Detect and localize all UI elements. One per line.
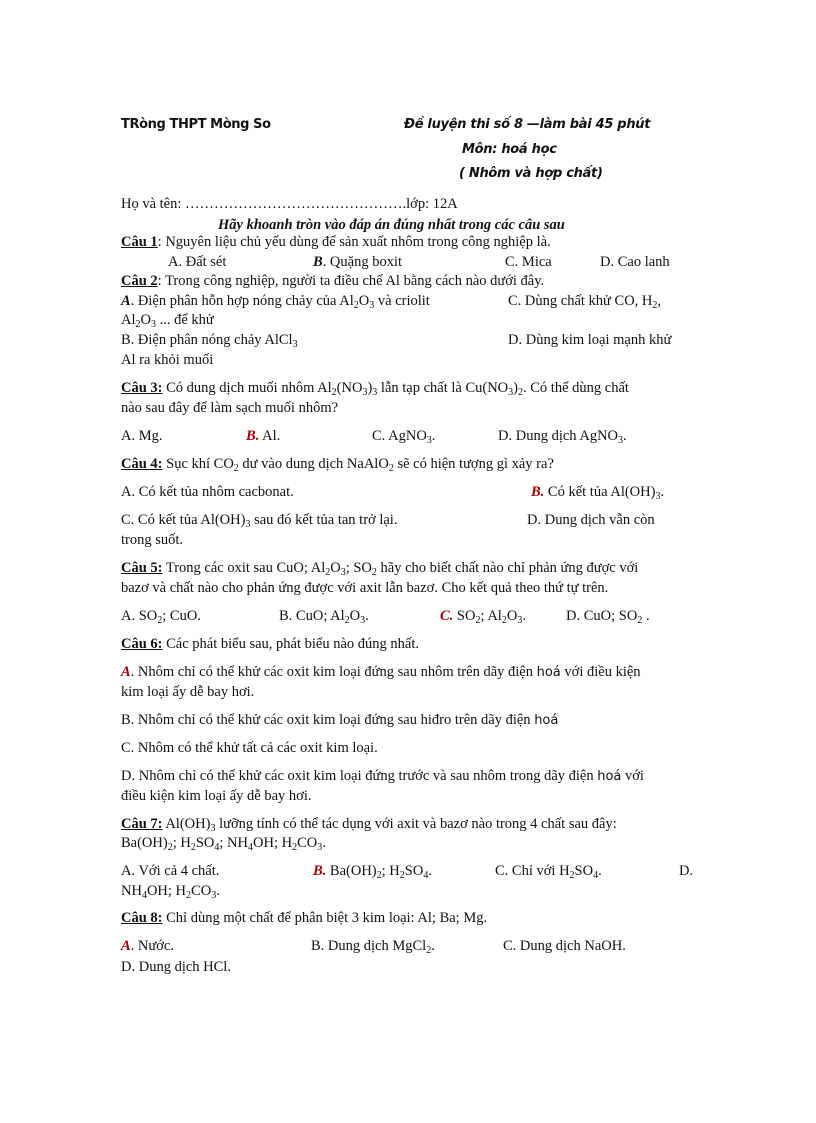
q4-option-b[interactable]: B. Có kết tủa $Al(OH)_3$. bbox=[531, 484, 665, 502]
question-text: : Trong công nghiệp, người ta điều chế Al bằng cách nào dưới đây. bbox=[157, 273, 545, 289]
q2-option-b[interactable]: B. Điện phân nóng chảy AlCl$_3$ bbox=[121, 332, 298, 350]
question-7-cont: $Ba(OH)_2$; $H_2SO_4$; $NH_4OH$; $H_2CO_3$. bbox=[121, 835, 326, 853]
q7-option-d[interactable]: D. bbox=[679, 863, 694, 879]
class-label: .lớp: 12A bbox=[402, 196, 458, 212]
question-7: Câu 7: $Al(OH)_3$ lưỡng tính có thể tác dụng với axit và bazơ nào trong 4 chất sau đây: bbox=[121, 816, 617, 834]
question-4: Câu 4: Sục khí $CO_2$ dư vào dung dịch NaAlO$_2$ sẽ có hiện tượng gì xảy ra? bbox=[121, 456, 554, 474]
question-1 bbox=[121, 233, 551, 251]
q8-option-d[interactable]: D. Dung dịch HCl. bbox=[121, 959, 231, 975]
q7-option-a[interactable]: A. Với cả 4 chất. bbox=[121, 863, 220, 879]
q3-option-d[interactable]: D. Dung dịch AgNO$_3$. bbox=[498, 428, 627, 446]
q6-option-b[interactable]: B. Nhôm chỉ có thể khử các oxit kim loại đứng sau hiđro trên dãy điện hoá bbox=[121, 712, 559, 728]
q8-option-b[interactable]: B. Dung dịch MgCl$_2$. bbox=[311, 938, 435, 956]
q2-option-a[interactable]: A. Điện phân hỗn hợp nóng chảy của $Al_2O_3$ và criolit bbox=[121, 293, 430, 311]
instruction: Hãy khoanh tròn vào đáp án đúng nhất trong các câu sau bbox=[218, 217, 565, 233]
question-8: Câu 8: Chỉ dùng một chất để phân biệt 3 kim loại: Al; Ba; Mg. bbox=[121, 910, 488, 926]
q4-option-a[interactable]: A. Có kết tủa nhôm cacbonat. bbox=[121, 484, 294, 500]
q1-option-c[interactable]: C. Mica bbox=[505, 254, 552, 270]
q2-option-d[interactable]: D. Dùng kim loại mạnh khử bbox=[508, 332, 672, 348]
q1-option-a[interactable]: A. Đất sét bbox=[168, 254, 227, 270]
school-name: TRòng THPT Mòng So bbox=[121, 117, 271, 132]
q2-option-c-cont: $Al_2O_3$ ... để khử bbox=[121, 312, 214, 330]
q7-option-b[interactable]: B. $Ba(OH)_2$; $H_2SO_4$. bbox=[313, 863, 432, 881]
question-2 bbox=[121, 272, 544, 290]
q3-option-c[interactable]: C. AgNO$_3$. bbox=[372, 428, 436, 446]
q6-option-d[interactable]: D. Nhôm chỉ có thể khử các oxit kim loại đứng trước và sau nhôm trong dãy điện hoá với bbox=[121, 768, 644, 784]
q5-option-d[interactable]: D. CuO; $SO_2$ . bbox=[566, 608, 650, 626]
q5-option-c[interactable]: C. $SO_2$; $Al_2O_3$. bbox=[440, 608, 526, 626]
q4-option-d-cont: trong suốt. bbox=[121, 532, 184, 548]
q8-option-a[interactable]: A. Nước. bbox=[121, 938, 174, 954]
q7-option-d-cont: $NH_4OH$; $H_2CO_3$. bbox=[121, 883, 220, 901]
q6-option-a[interactable]: A. Nhôm chỉ có thể khử các oxit kim loại đứng sau nhôm trên dãy điện hoá với điều kiện bbox=[121, 664, 641, 680]
question-text: : Nguyên liệu chủ yếu dùng để sản xuất nhôm trong công nghiệp là. bbox=[157, 234, 551, 250]
q3-option-b[interactable]: B. Al. bbox=[246, 428, 281, 444]
q2-option-c[interactable]: C. Dùng chất khử CO, $H_2$, bbox=[508, 293, 662, 311]
question-5-cont: bazơ và chất nào cho phản ứng được với axit lẫn bazơ. Cho kết quả theo thứ tự trên. bbox=[121, 580, 609, 596]
q6-option-c[interactable]: C. Nhôm có thể khử tất cả các oxit kim loại. bbox=[121, 740, 378, 756]
q7-option-c[interactable]: C. Chỉ với $H_2SO_4$. bbox=[495, 863, 602, 881]
q5-option-a[interactable]: A. $SO_2$; CuO. bbox=[121, 608, 201, 626]
q4-option-c[interactable]: C. Có kết tủa $Al(OH)_3$ sau đó kết tủa tan trở lại. bbox=[121, 512, 398, 530]
q4-option-d[interactable]: D. Dung dịch vẫn còn bbox=[527, 512, 655, 528]
subject: Môn: hoá học bbox=[462, 142, 557, 157]
q1-option-b[interactable]: B. Quặng boxit bbox=[313, 254, 403, 270]
question-label: Câu 1 bbox=[121, 234, 158, 250]
question-6: Câu 6: Các phát biểu sau, phát biểu nào đúng nhất. bbox=[121, 636, 420, 652]
q3-option-a[interactable]: A. Mg. bbox=[121, 428, 163, 444]
q6-option-d-cont: điều kiện kim loại ấy dễ bay hơi. bbox=[121, 788, 312, 804]
topic: ( Nhôm và hợp chất) bbox=[459, 166, 603, 181]
q2-option-d-cont: Al ra khỏi muối bbox=[121, 352, 214, 368]
question-label: Câu 2 bbox=[121, 273, 158, 289]
question-3: Câu 3: Có dung dịch muối nhôm $Al_2(NO_3)_3$ lẫn tạp chất là $Cu(NO_3)_2$. Có thể dùng chất bbox=[121, 380, 629, 398]
q8-option-c[interactable]: C. Dung dịch NaOH. bbox=[503, 938, 626, 954]
question-3-cont: nào sau đây để làm sạch muối nhôm? bbox=[121, 400, 339, 416]
exam-title: Đề luyện thi số 8 —làm bài 45 phút bbox=[404, 117, 651, 132]
name-label: Họ và tên: ……………………………………… bbox=[121, 196, 403, 212]
q1-option-d[interactable]: D. Cao lanh bbox=[600, 254, 670, 270]
q5-option-b[interactable]: B. CuO; $Al_2O_3$. bbox=[279, 608, 369, 626]
q6-option-a-cont: kim loại ấy dễ bay hơi. bbox=[121, 684, 255, 700]
student-name-line bbox=[121, 195, 458, 213]
question-5: Câu 5: Trong các oxit sau CuO; $Al_2O_3$; $SO_2$ hãy cho biết chất nào chỉ phản ứng được với bbox=[121, 560, 639, 578]
